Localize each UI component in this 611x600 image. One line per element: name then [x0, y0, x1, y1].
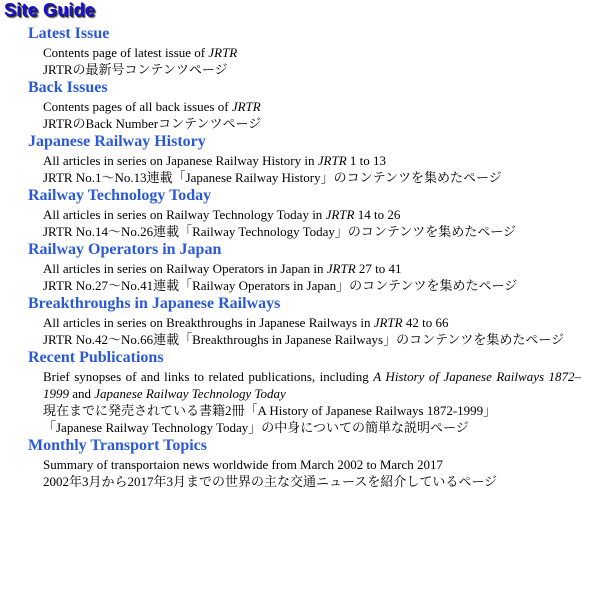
english-description: Contents page of latest issue of JRTR — [43, 45, 238, 60]
section-description — [43, 368, 608, 436]
section-description — [43, 44, 608, 78]
section-description — [43, 314, 608, 348]
section-description — [43, 206, 608, 240]
english-description: All articles in series on Japanese Railway History in JRTR 1 to 13 — [43, 153, 387, 168]
japanese-description: JRTRの最新号コンテンツページ — [43, 62, 228, 77]
japanese-description-line-1: 現在までに発売されている書籍2冊「A History of Japanese Railways 1872-1999」 — [43, 403, 497, 418]
section-monthly-transport-topics — [28, 436, 608, 490]
section-description — [43, 152, 608, 186]
breakthroughs-in-japanese-railways-link[interactable]: Breakthroughs in Japanese Railways — [28, 295, 281, 312]
section-description — [43, 456, 608, 490]
japanese-description-line-2: 「Japanese Railway Technology Today」の中身についての簡単な説明ページ — [43, 420, 469, 435]
japanese-description: JRTR No.1〜No.13連載「Japanese Railway History」のコンテンツを集めたページ — [43, 170, 502, 185]
english-description: Brief synopses of and links to related publications, including A History of Japanese Railways 1872–1999 and Japanese Railway Technology Today — [43, 369, 582, 401]
section-latest-issue — [28, 24, 608, 78]
section-railway-technology-today — [28, 186, 608, 240]
section-description — [43, 260, 608, 294]
section-japanese-railway-history — [28, 132, 608, 186]
site-guide-sections — [28, 24, 608, 490]
section-description — [43, 98, 608, 132]
section-back-issues — [28, 78, 608, 132]
back-issues-link[interactable]: Back Issues — [28, 79, 108, 96]
railway-operators-in-japan-link[interactable]: Railway Operators in Japan — [28, 241, 222, 258]
japanese-railway-history-link[interactable]: Japanese Railway History — [28, 133, 206, 150]
section-railway-operators-in-japan — [28, 240, 608, 294]
english-description: All articles in series on Railway Technology Today in JRTR 14 to 26 — [43, 207, 401, 222]
monthly-transport-topics-link[interactable]: Monthly Transport Topics — [28, 437, 208, 454]
section-breakthroughs-in-japanese-railways — [28, 294, 608, 348]
latest-issue-link[interactable]: Latest Issue — [28, 25, 110, 42]
english-description: Summary of transportaion news worldwide from March 2002 to March 2017 — [43, 457, 444, 472]
site-guide-title: Site Guide — [4, 0, 96, 20]
japanese-description: JRTR No.27〜No.41連載「Railway Operators in Japan」のコンテンツを集めたページ — [43, 278, 518, 293]
railway-technology-today-link[interactable]: Railway Technology Today — [28, 187, 212, 204]
japanese-description: 2002年3月から2017年3月までの世界の主な交通ニュースを紹介しているページ — [43, 474, 498, 489]
japanese-description: JRTR No.14〜No.26連載「Railway Technology Today」のコンテンツを集めたページ — [43, 224, 517, 239]
english-description: All articles in series on Breakthroughs in Japanese Railways in JRTR 42 to 66 — [43, 315, 449, 330]
recent-publications-link[interactable]: Recent Publications — [28, 349, 164, 366]
section-recent-publications — [28, 348, 608, 436]
japanese-description: JRTRのBack Numberコンテンツページ — [43, 116, 262, 131]
japanese-description: JRTR No.42〜No.66連載「Breakthroughs in Japanese Railways」のコンテンツを集めたページ — [43, 332, 565, 347]
english-description: Contents pages of all back issues of JRTR — [43, 99, 261, 114]
english-description: All articles in series on Railway Operators in Japan in JRTR 27 to 41 — [43, 261, 402, 276]
